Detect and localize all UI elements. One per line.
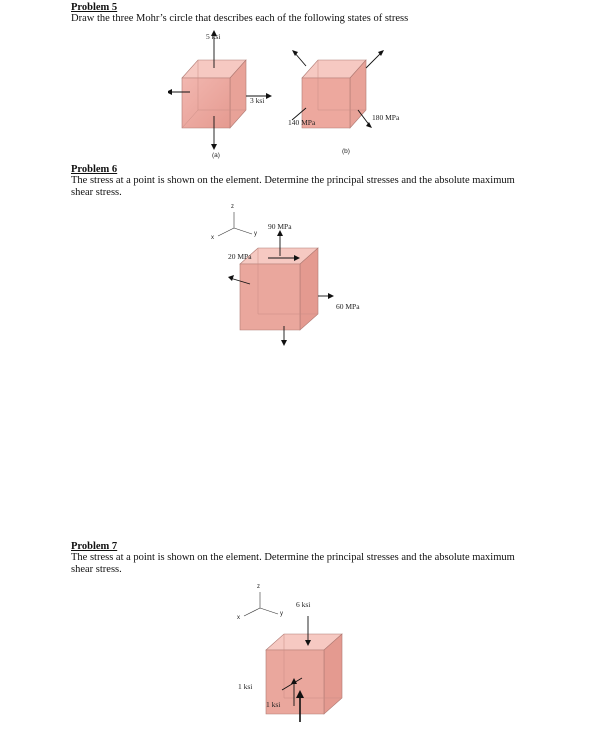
problem7-left-label: 1 ksi <box>238 682 253 691</box>
problem5-figure-b <box>286 48 416 160</box>
fig-a-top-label: 5 ksi <box>206 32 221 41</box>
problem6-top-label: 90 MPa <box>268 222 292 231</box>
problem7-bottom-label: 1 ksi <box>266 700 281 709</box>
problem7-heading: Problem 7 <box>71 541 118 552</box>
problem5-section <box>71 2 521 25</box>
problem6-section <box>71 164 521 199</box>
problem6-shear-label: 20 MPa <box>228 252 252 261</box>
problem7-figure <box>232 582 372 725</box>
fig-a-side-label: 3 ksi <box>250 96 265 105</box>
fig-b-left-label: 140 MPa <box>288 118 316 127</box>
problem6-axis-y: y <box>254 231 257 237</box>
fig-b-right-label: 180 MPa <box>372 113 400 122</box>
problem5-figure-a <box>168 30 278 160</box>
problem5-text: Draw the three Mohr’s circle that describes each of the following states of stress <box>71 13 409 24</box>
problem7-axis-z: z <box>257 584 260 590</box>
problem7-text: The stress at a point is shown on the element. Determine the principal stresses and the absolute maximum shear stress. <box>71 552 515 575</box>
problem7-axis-y: y <box>280 611 283 617</box>
problem6-text: The stress at a point is shown on the element. Determine the principal stresses and the absolute maximum shear stress. <box>71 175 515 198</box>
fig-a-caption: (a) <box>212 152 220 159</box>
problem6-axis-x: x <box>211 235 214 241</box>
fig-b-caption: (b) <box>342 148 350 155</box>
problem7-section <box>71 541 521 576</box>
problem7-top-label: 6 ksi <box>296 600 311 609</box>
problem7-axis-x: x <box>237 615 240 621</box>
problem6-figure <box>204 204 384 354</box>
problem6-axis-z: z <box>231 204 234 210</box>
problem6-side-label: 60 MPa <box>336 302 360 311</box>
problem5-heading: Problem 5 <box>71 2 118 13</box>
problem6-heading: Problem 6 <box>71 164 118 175</box>
